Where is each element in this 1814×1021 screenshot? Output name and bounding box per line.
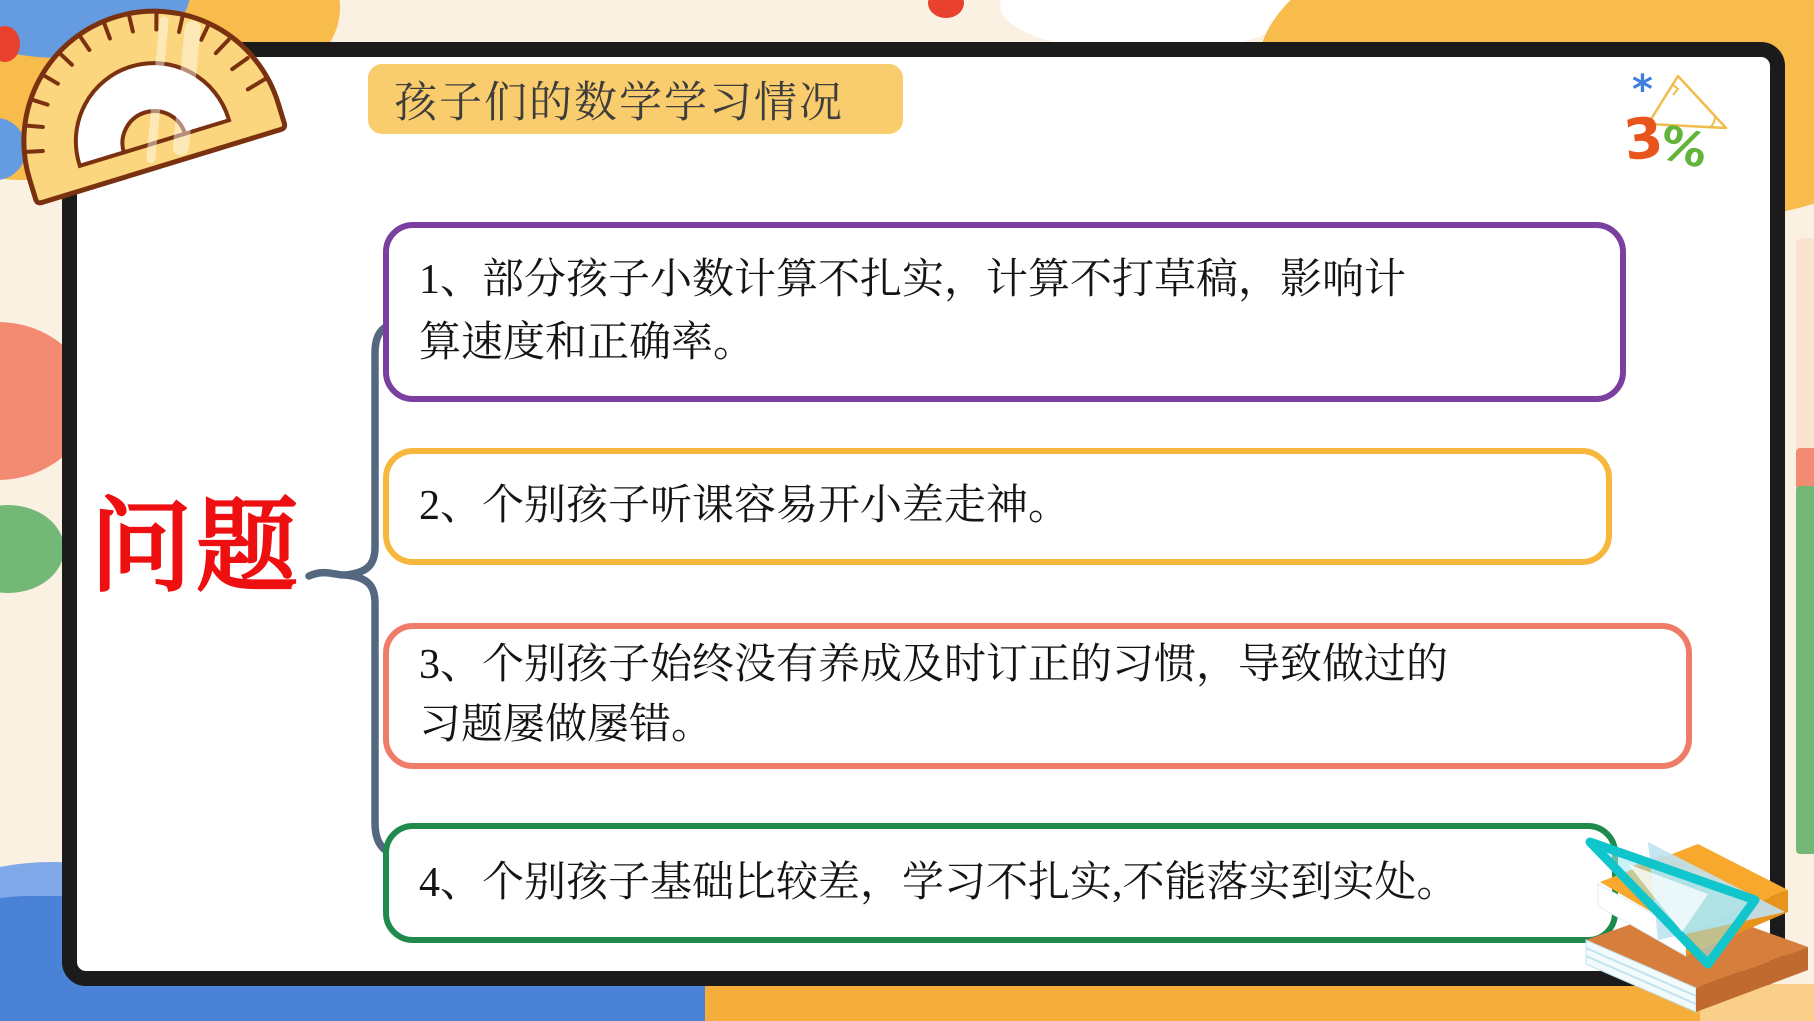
bg-dot-red-top [928,0,964,18]
problem-box-2 [383,448,1612,565]
bg-band-blue-bottom [0,984,715,1021]
problem-text-3: 3、个别孩子始终没有养成及时订正的习惯，导致做过的习题屡做屡错。 [419,642,1449,748]
title-box [368,64,903,134]
number-three-decoration: 3 [1620,105,1667,174]
problem-box-4 [383,823,1618,943]
books-icon [1570,792,1814,1021]
problem-text-1: 1、部分孩子小数计算不扎实，计算不打草稿，影响计算速度和正确率。 [419,257,1407,366]
page-title: 孩子们的数学学习情况 [394,79,844,127]
asterisk-icon: * [1632,67,1653,113]
protractor-icon [0,0,318,277]
problem-text-4: 4、个别孩子基础比较差，学习不扎实,不能落实到实处。 [419,859,1459,906]
bg-blob-green-left [0,505,64,593]
problem-box-1 [383,222,1626,402]
problem-text-2: 2、个别孩子听课容易开小差走神。 [419,483,1071,529]
percent-decoration: % [1654,115,1714,180]
bg-band-orange-bottom [705,984,1715,1021]
problem-box-3 [383,623,1692,769]
bg-band-salmon-right [1796,448,1814,490]
problem-label: 问题 [90,492,302,605]
bg-band-peach-right [1796,238,1814,450]
